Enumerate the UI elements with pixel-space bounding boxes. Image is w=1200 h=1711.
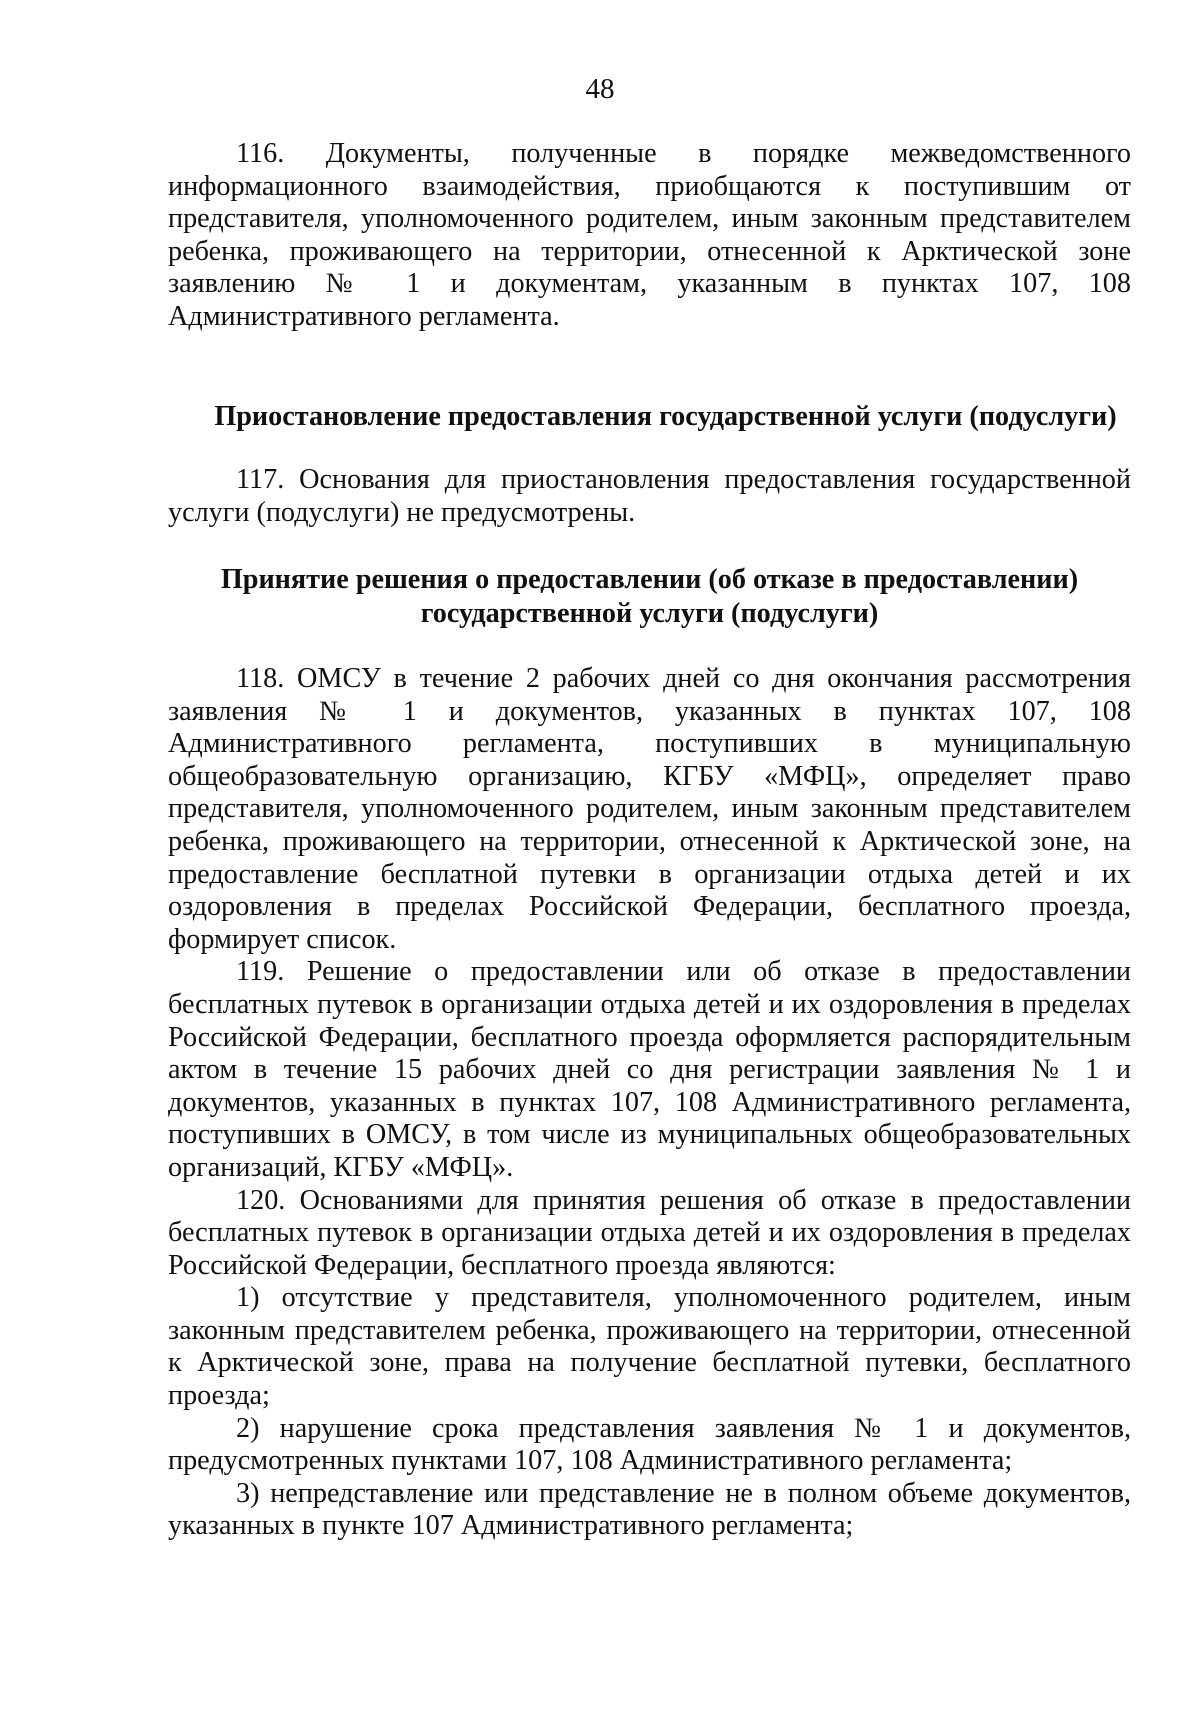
page-number: 48 <box>585 73 615 105</box>
section-heading-decision <box>168 563 1131 631</box>
paragraph-117: 117. Основания для приостановления предоставления государственной услуги (подуслуги) не предусмотрены. <box>168 464 1131 528</box>
paragraph-118: 118. ОМСУ в течение 2 рабочих дней со дня окончания рассмотрения заявления № 1 и документов, указанных в пунктах 107, 108 Административного регламента, поступивших в муниципальную общеобразовательную организацию, КГБУ «МФЦ», определяет право представителя, уполномоченного родителем, иным законным представителем ребенка, проживающего на территории, отнесенной к Арктической зоне, на предоставление бесплатной путевки в организации отдыха детей и их оздоровления в пределах Российской Федерации, бесплатного проезда, формирует список. <box>168 663 1131 955</box>
paragraph-120-item-3: 3) непредставление или представление не в полном объеме документов, указанных в пункте 107 Административного регламента; <box>168 1477 1131 1542</box>
paragraph-119: 119. Решение о предоставлении или об отказе в предоставлении бесплатных путевок в организации отдыха детей и их оздоровления в пределах Российской Федерации, бесплатного проезда оформляется распорядительным актом в течение 15 рабочих дней со дня регистрации заявления № 1 и документов, указанных в пунктах 107, 108 Административного регламента, поступивших в ОМСУ, в том числе из муниципальных общеобразовательных организаций, КГБУ «МФЦ». <box>168 956 1131 1183</box>
section-heading-decision-line2: государственной услуги (подуслуги) <box>420 598 879 629</box>
paragraph-block-118-120 <box>168 663 1131 1543</box>
paragraph-block-116 <box>168 138 1131 334</box>
paragraph-block-117 <box>168 464 1131 529</box>
section-heading-decision-line1: Принятие решения о предоставлении (об отказе в предоставлении) <box>220 564 1079 595</box>
section-heading-suspension <box>200 400 1131 434</box>
paragraph-120-item-2: 2) нарушение срока представления заявления № 1 и документов, предусмотренных пунктами 107, 108 Административного регламента; <box>168 1412 1131 1477</box>
paragraph-120: 120. Основаниями для принятия решения об отказе в предоставлении бесплатных путевок в организации отдыха детей и их оздоровления в пределах Российской Федерации, бесплатного проезда являются: <box>168 1184 1131 1281</box>
section-heading-suspension-text: Приостановление предоставления государственной услуги (подуслуги) <box>214 401 1117 432</box>
paragraph-120-item-1: 1) отсутствие у представителя, уполномоченного родителем, иным законным представителем ребенка, проживающего на территории, отнесенной к Арктической зоне, права на получение бесплатной путевки, бесплатного проезда; <box>168 1282 1131 1412</box>
paragraph-116: 116. Документы, полученные в порядке межведомственного информационного взаимодействия, приобщаются к поступившим от представителя, уполномоченного родителем, иным законным представителем ребенка, проживающего на территории, отнесенной к Арктической зоне заявлению № 1 и документам, указанным в пунктах 107, 108 Административного регламента. <box>168 138 1131 332</box>
